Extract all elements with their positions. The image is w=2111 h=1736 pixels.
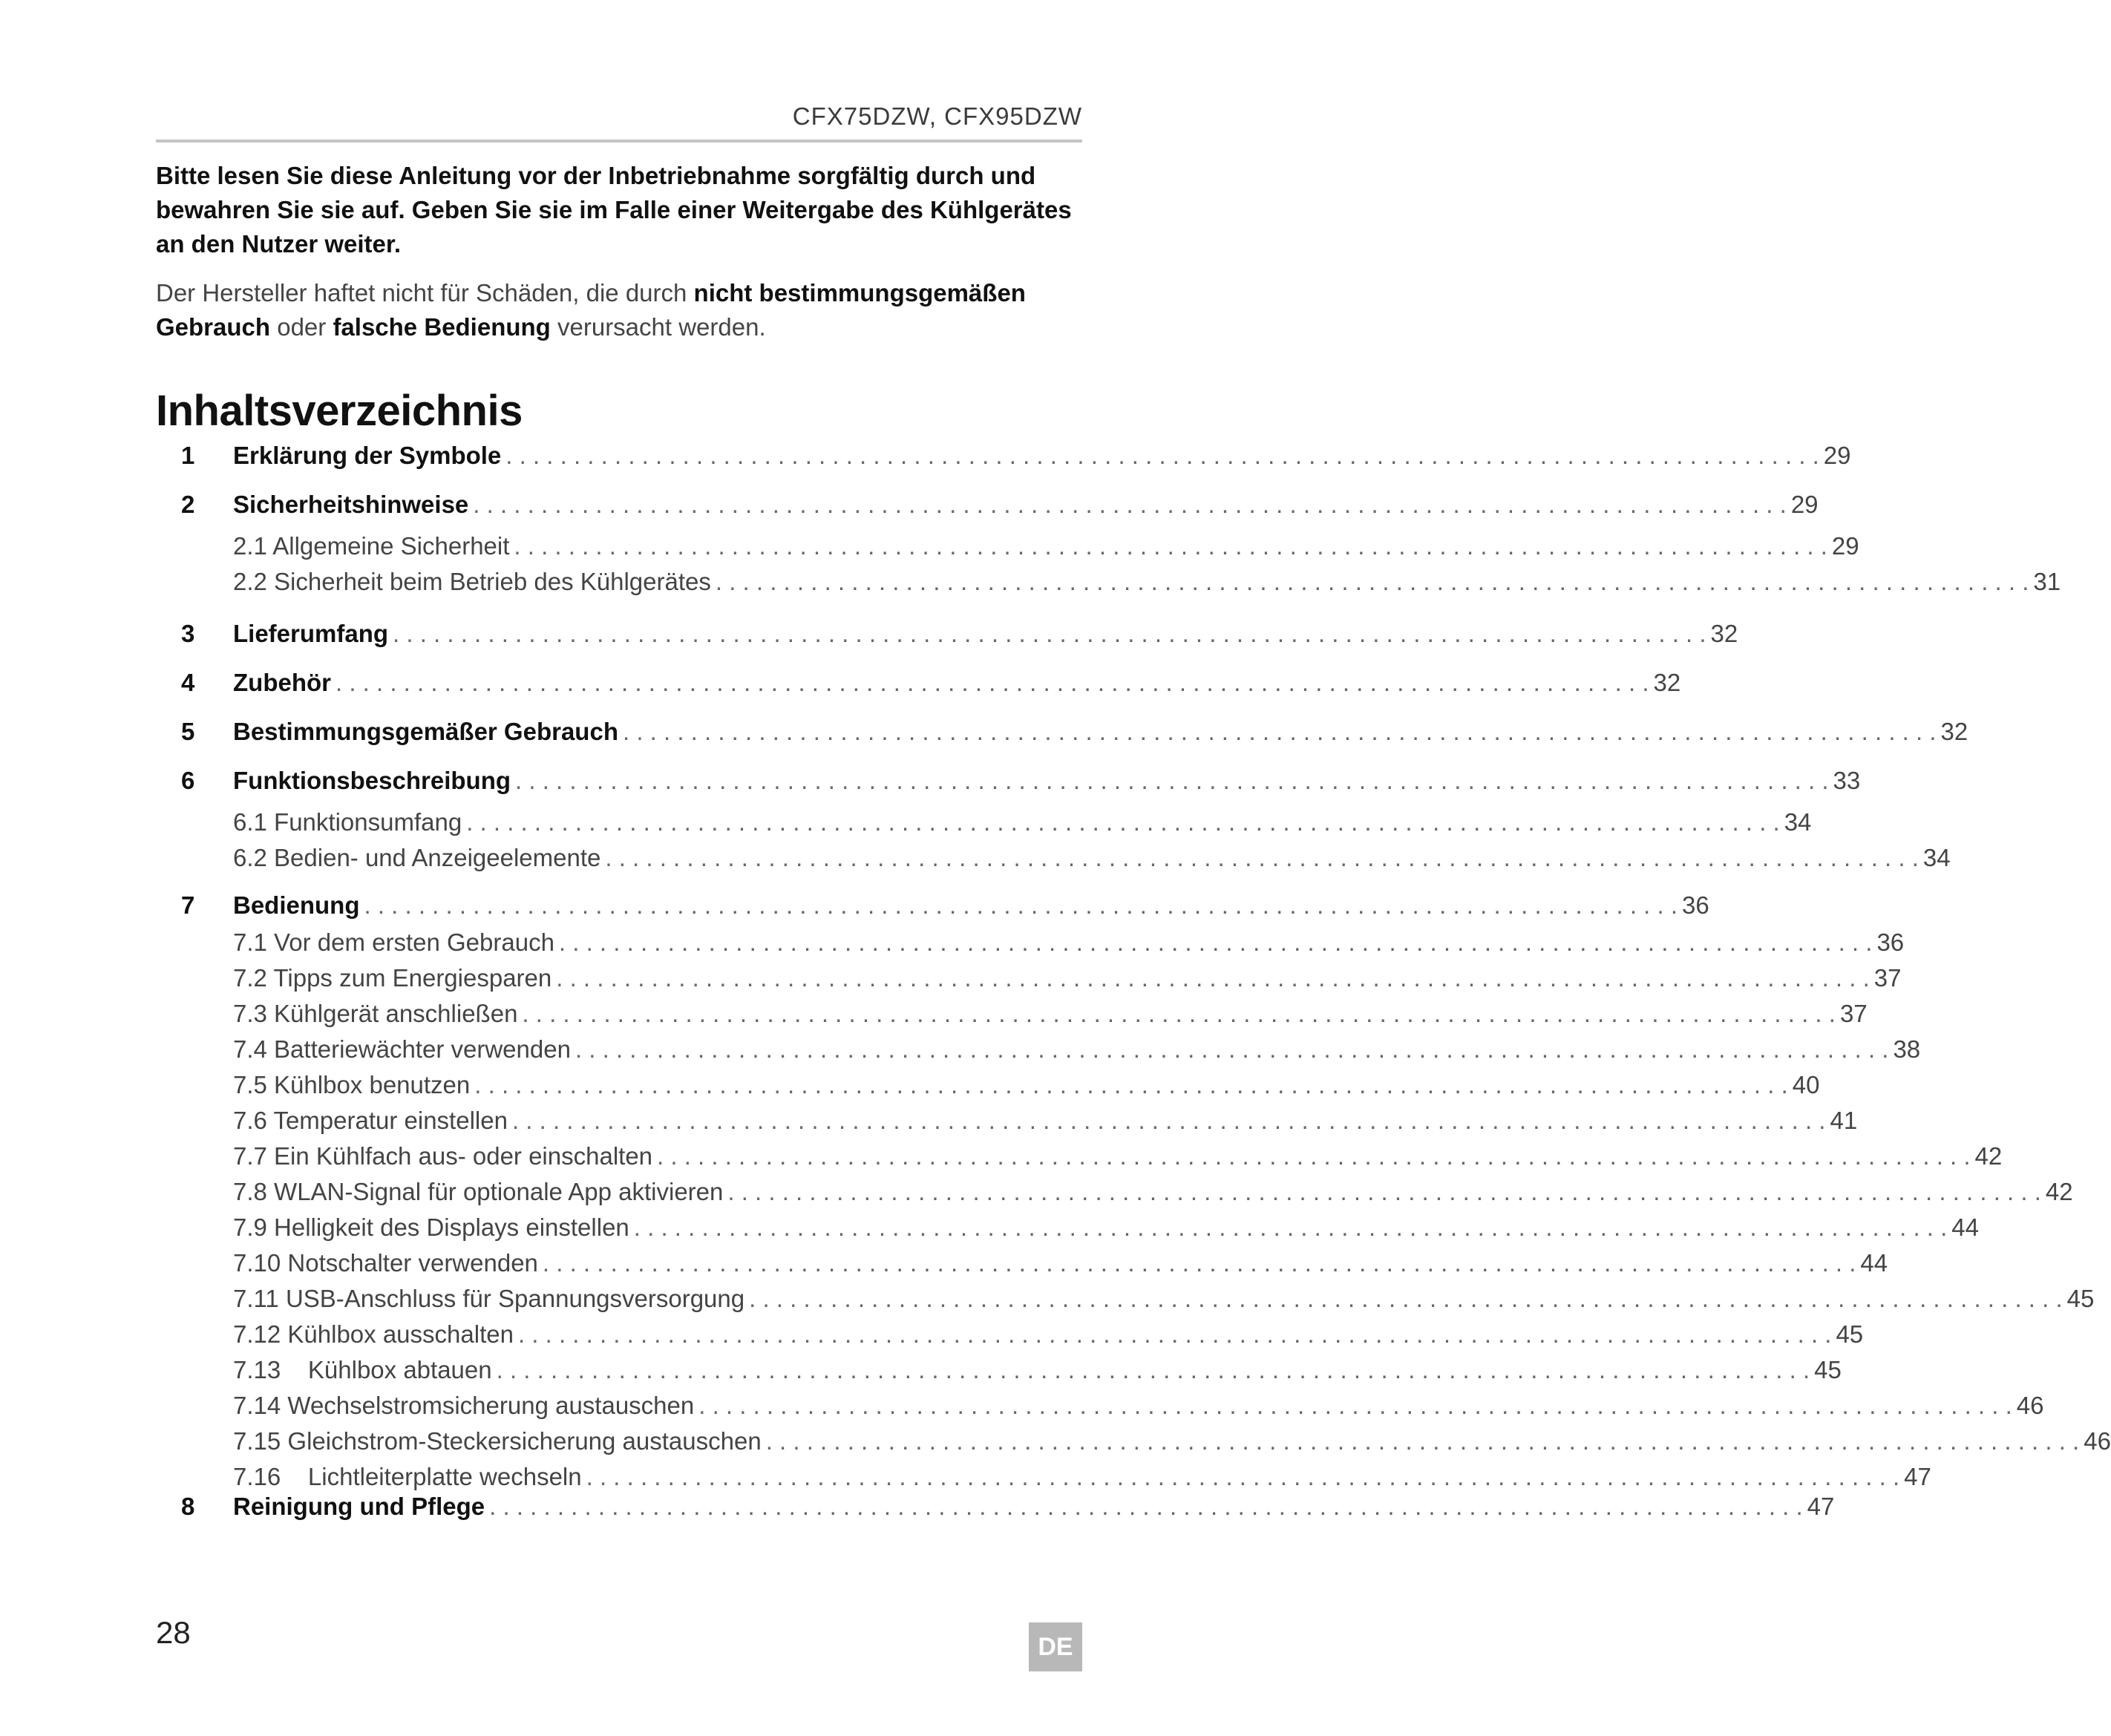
toc-page-number: 37 <box>1873 964 1902 992</box>
toc-leader-dots <box>462 805 1784 840</box>
toc-section[interactable] <box>233 996 1868 1032</box>
toc-section[interactable] <box>233 1210 1980 1245</box>
toc-leader-dots <box>492 1352 1815 1388</box>
toc-section-label: 7.13 Kühlbox abtauen <box>233 1356 492 1383</box>
read-instructions-notice: Bitte lesen Sie diese Anleitung vor der Inbetriebnahme sorgfältig durch und bewahren Sie sie auf. Geben Sie sie im Falle einer Weitergabe des Kühlgerätes an den Nutzer weiter. <box>156 162 1072 258</box>
toc-section-label: 7.6 Temperatur einstellen <box>233 1107 508 1134</box>
toc-section-label: 7.15 Gleichstrom-Steckersicherung austauschen <box>233 1427 762 1455</box>
toc-page-number: 36 <box>1876 928 1905 956</box>
toc-leader-dots <box>514 1317 1836 1352</box>
toc-section-label: 7.8 WLAN-Signal für optionale App aktivieren <box>233 1178 724 1205</box>
toc-section-label: 7.9 Helligkeit des Displays einstellen <box>233 1213 629 1241</box>
toc-chapter-label: Bedienung <box>233 891 360 919</box>
toc-section[interactable] <box>233 1317 1864 1352</box>
toc-leader-dots <box>485 1489 1807 1524</box>
toc-section[interactable] <box>233 564 2061 600</box>
liability-text-2: oder <box>270 313 333 341</box>
toc-page-number: 32 <box>1710 620 1738 647</box>
toc-page-number: 36 <box>1682 891 1709 919</box>
toc-page-number: 46 <box>2084 1427 2111 1455</box>
toc-leader-dots <box>508 1103 1830 1139</box>
liability-bold-1: nicht bestimmungsgemäßen Gebrauch <box>156 279 1026 341</box>
page-number: 28 <box>156 1615 191 1650</box>
toc-section-label: 7.2 Tipps zum Energiesparen <box>233 964 552 992</box>
toc-leader-dots <box>517 996 1840 1032</box>
toc-chapter-label: Bestimmungsgemäßer Gebrauch <box>233 718 618 745</box>
toc-chapter-label: Zubehör <box>233 669 331 696</box>
toc-chapter-number: 6 <box>181 767 195 794</box>
toc-leader-dots <box>694 1388 2017 1424</box>
toc-leader-dots <box>538 1245 1861 1281</box>
toc-chapter-number: 3 <box>181 620 195 647</box>
toc-section-label: 7.1 Vor dem ersten Gebrauch <box>233 928 554 956</box>
toc-page-number: 45 <box>1814 1356 1842 1383</box>
toc-page-number: 32 <box>1940 718 1968 745</box>
toc-leader-dots <box>468 487 1791 523</box>
toc-chapter-3[interactable] <box>181 616 1738 652</box>
toc-section-label: 7.4 Batteriewächter verwenden <box>233 1035 571 1063</box>
toc-page-number: 34 <box>1784 808 1812 836</box>
toc-leader-dots <box>629 1210 1952 1245</box>
toc-chapter-8[interactable] <box>181 1489 1835 1524</box>
toc-page-number: 46 <box>2016 1392 2044 1419</box>
toc-page-number: 38 <box>1893 1035 1921 1063</box>
toc-section[interactable] <box>233 805 1812 840</box>
model-numbers: CFX75DZW, CFX95DZW <box>792 102 1082 130</box>
liability-bold-2: falsche Bedienung <box>333 313 551 341</box>
toc-section[interactable] <box>233 1174 2073 1210</box>
toc-chapter-1[interactable] <box>181 438 1851 474</box>
toc-page-number: 41 <box>1830 1107 1858 1134</box>
toc-section[interactable] <box>233 1281 2095 1317</box>
toc-page-number: 44 <box>1951 1213 1980 1241</box>
toc-leader-dots <box>470 1067 1793 1103</box>
toc-page-number: 45 <box>2066 1285 2095 1312</box>
toc-page-number: 29 <box>1790 491 1819 518</box>
toc-section-label: 7.16 Lichtleiterplatte wechseln <box>233 1463 582 1490</box>
toc-chapter-4[interactable] <box>181 665 1681 701</box>
toc-section-label: 2.2 Sicherheit beim Betrieb des Kühlgerätes <box>233 568 711 595</box>
toc-page-number: 32 <box>1653 669 1681 696</box>
toc-page-number: 42 <box>1974 1142 2003 1170</box>
toc-page-number: 37 <box>1839 1000 1868 1027</box>
toc-chapter-label: Lieferumfang <box>233 620 389 647</box>
toc-chapter-number: 2 <box>181 491 195 518</box>
toc-section-label: 2.1 Allgemeine Sicherheit <box>233 532 510 560</box>
toc-leader-dots <box>744 1281 2067 1317</box>
toc-page-number: 44 <box>1860 1249 1888 1277</box>
language-badge: DE <box>1029 1622 1082 1671</box>
toc-section-label: 7.3 Kühlgerät anschließen <box>233 1000 518 1027</box>
toc-leader-dots <box>501 438 1824 474</box>
toc-section-label: 6.1 Funktionsumfang <box>233 808 462 836</box>
toc-leader-dots <box>331 665 1654 701</box>
toc-chapter-number: 4 <box>181 669 195 696</box>
toc-leader-dots <box>571 1032 1894 1067</box>
toc-section[interactable] <box>233 1067 1820 1103</box>
toc-chapter-number: 8 <box>181 1493 195 1520</box>
toc-section-label: 7.11 USB-Anschluss für Spannungsversorgung <box>233 1285 745 1312</box>
liability-text-3: verursacht werden. <box>550 313 766 341</box>
toc-title: Inhaltsverzeichnis <box>156 387 523 435</box>
toc-leader-dots <box>618 714 1941 750</box>
toc-page-number: 47 <box>1904 1463 1931 1490</box>
toc-section[interactable] <box>233 1424 2111 1459</box>
toc-page-number: 45 <box>1836 1320 1864 1348</box>
toc-section[interactable] <box>233 1245 1888 1281</box>
toc-chapter-5[interactable] <box>181 714 1968 750</box>
toc-leader-dots <box>388 616 1711 652</box>
toc-section-label: 7.12 Kühlbox ausschalten <box>233 1320 514 1348</box>
toc-section[interactable] <box>233 1139 2003 1174</box>
toc-leader-dots <box>762 1424 2084 1459</box>
toc-page-number: 31 <box>2033 568 2061 595</box>
toc-section-label: 7.14 Wechselstromsicherung austauschen <box>233 1392 695 1419</box>
toc-chapter-label: Funktionsbeschreibung <box>233 767 511 794</box>
toc-chapter-7[interactable] <box>181 888 1709 923</box>
toc-page-number: 34 <box>1922 844 1951 871</box>
toc-leader-dots <box>652 1139 1975 1174</box>
toc-chapter-6[interactable] <box>181 763 1861 799</box>
toc-page-number: 29 <box>1831 532 1859 560</box>
toc-chapter-label: Reinigung und Pflege <box>233 1493 485 1520</box>
toc-section-label: 6.2 Bedien- und Anzeigeelemente <box>233 844 601 871</box>
toc-page-number: 47 <box>1807 1493 1835 1520</box>
toc-section[interactable] <box>233 1032 1921 1067</box>
toc-section[interactable] <box>233 1103 1858 1139</box>
toc-section[interactable] <box>233 925 1905 960</box>
toc-leader-dots <box>711 564 2034 600</box>
toc-leader-dots <box>552 960 1874 996</box>
toc-page-number: 33 <box>1833 767 1861 794</box>
toc-section-label: 7.10 Notschalter verwenden <box>233 1249 538 1277</box>
toc-chapter-label: Erklärung der Symbole <box>233 442 502 469</box>
toc-section-label: 7.5 Kühlbox benutzen <box>233 1071 471 1098</box>
toc-page-number: 42 <box>2045 1178 2073 1205</box>
toc-leader-dots <box>509 528 1832 564</box>
liability-text-1: Der Hersteller haftet nicht für Schäden, die durch <box>156 279 694 307</box>
toc-chapter-2[interactable] <box>181 487 1819 523</box>
toc-chapter-number: 7 <box>181 891 195 919</box>
toc-page-number: 29 <box>1823 442 1851 469</box>
toc-section[interactable] <box>233 840 1951 876</box>
toc-chapter-label: Sicherheitshinweise <box>233 491 469 518</box>
toc-section[interactable] <box>233 960 1902 996</box>
toc-leader-dots <box>554 925 1877 960</box>
toc-section[interactable] <box>233 1388 2044 1424</box>
toc-chapter-number: 5 <box>181 718 195 745</box>
toc-chapter-number: 1 <box>181 442 195 469</box>
toc-section[interactable] <box>233 1352 1842 1388</box>
toc-leader-dots <box>723 1174 2046 1210</box>
toc-page-number: 40 <box>1792 1071 1820 1098</box>
toc-leader-dots <box>600 840 1923 876</box>
toc-leader-dots <box>360 888 1683 923</box>
toc-leader-dots <box>511 763 1833 799</box>
toc-section[interactable] <box>233 528 1859 564</box>
toc-section-label: 7.7 Ein Kühlfach aus- oder einschalten <box>233 1142 653 1170</box>
